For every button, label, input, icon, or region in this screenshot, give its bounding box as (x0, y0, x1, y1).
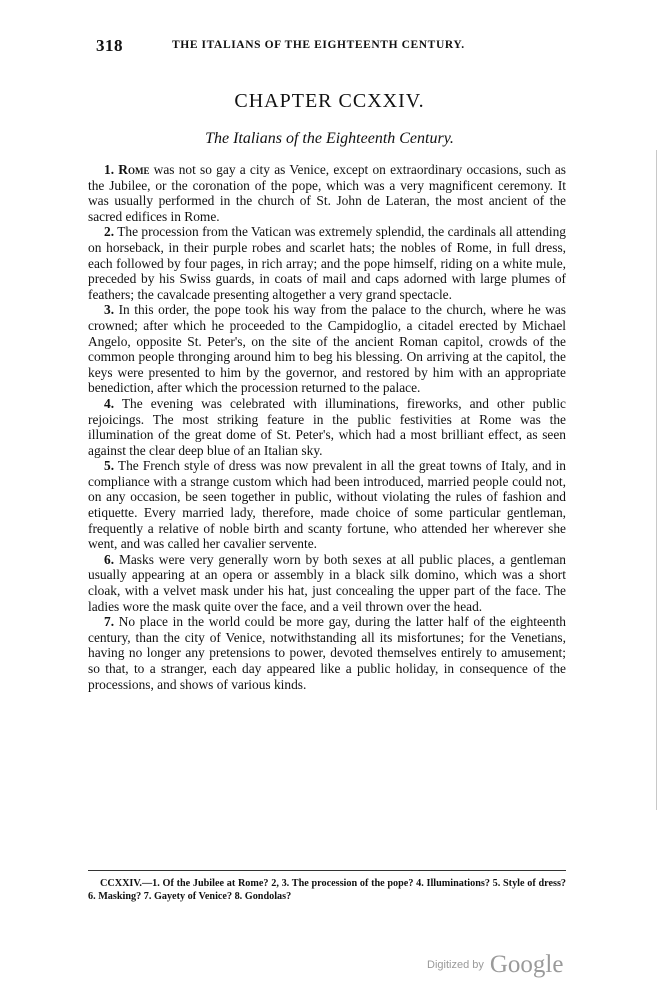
paragraph-number: 1. (104, 162, 115, 177)
paragraph-lead-word: Rome (118, 162, 150, 177)
paragraph-4 (88, 396, 566, 458)
paragraph-2 (88, 224, 566, 302)
paragraph-number: 4. (104, 395, 115, 411)
paragraph-text: No place in the world could be more gay, during the latter half of the eighteenth century, than the city of Venice, notwithstanding all its misfortunes; for the Venetians, having no longer any pretensions to power, devoted themselves entirely to amusement; so that, to a stranger, each day appeared like a public holiday, in consequence of the processions, and shows of various kinds. (88, 614, 566, 692)
paragraph-6 (88, 552, 566, 614)
footnote-divider (88, 870, 566, 871)
paragraph-text: The French style of dress was now prevalent in all the great towns of Italy, and in compliance with a strange custom which had been introduced, married people could not, on any occasion, be seen together in public, without violating the rules of fashion and etiquette. Every married lady, therefore, made choice of some particular gentleman, frequently a relative of noble birth and scanty fortune, who attended her wherever she went, and was called her cavalier servente. (88, 458, 566, 552)
paragraph-text: In this order, the pope took his way from the palace to the church, where he was crowned; after which he proceeded to the Campidoglio, a citadel erected by Michael Angelo, opposite St. Peter's, on the site of the ancient Roman capitol, crowds of the common people thronging around him to beg his blessing. On arriving at the capitol, the keys were presented to him by the governor, and restored by him with an appropriate benediction, after which the procession returned to the palace. (88, 302, 566, 396)
page-number: 318 (96, 36, 123, 55)
paragraph-number: 2. (104, 224, 115, 240)
paragraph-text: The procession from the Vatican was extremely splendid, the cardinals all attending on horseback, in their purple robes and scarlet hats; the nobles of Rome, in full dress, each followed by four pages, in rich array; and the pope himself, riding on a white mule, preceded by his Swiss guards, in coats of mail and caps adorned with large plumes of feathers; the cavalcade presenting altogether a very grand spectacle. (88, 224, 566, 302)
paragraph-1 (88, 162, 566, 224)
paragraph-number: 3. (104, 302, 115, 318)
paragraph-text: The evening was celebrated with illuminations, fireworks, and other public rejoicings. The most striking feature in the public festivities at Rome was the illumination of the great dome of St. Peter's, which had a most brilliant effect, as seen against the clear deep blue of an Italian sky. (88, 395, 566, 458)
chapter-heading: CHAPTER CCXXIV. (234, 90, 425, 112)
paragraph-number: 6. (104, 551, 115, 567)
chapter-subtitle: The Italians of the Eighteenth Century. (205, 130, 454, 147)
digitization-watermark (427, 951, 563, 981)
paragraph-3 (88, 302, 566, 396)
paragraph-5 (88, 458, 566, 552)
footnote-questions: CCXXIV.—1. Of the Jubilee at Rome? 2, 3. The procession of the pope? 4. Illuminations? 5. Style of dress? 6. Masking? 7. Gayety of Venice? 8. Gondolas? (88, 878, 566, 902)
paragraph-number: 5. (104, 458, 115, 474)
page-edge-line (656, 150, 657, 810)
running-title: THE ITALIANS OF THE EIGHTEENTH CENTURY. (172, 39, 465, 51)
chapter-body (88, 162, 566, 692)
watermark-prefix: Digitized by (427, 959, 484, 971)
paragraph-7 (88, 614, 566, 692)
paragraph-text: Masks were very generally worn by both sexes at all public places, a gentleman usually appearing at an opera or assembly in a black silk domino, which was a short cloak, with a velvet mask under his hat, just concealing the upper part of the face. The ladies wore the mask quite over the face, and a veil thrown over the head. (88, 551, 566, 614)
running-head (96, 36, 566, 58)
paragraph-text: was not so gay a city as Venice, except on extraordinary occasions, such as the Jubilee, or the coronation of the pope, which was a very magnificent ceremony. It was usually performed in the church of St. John de Lateran, the most ancient of the sacred edifices in Rome. (88, 162, 566, 224)
google-logo: Google (489, 951, 564, 978)
paragraph-number: 7. (104, 614, 115, 630)
